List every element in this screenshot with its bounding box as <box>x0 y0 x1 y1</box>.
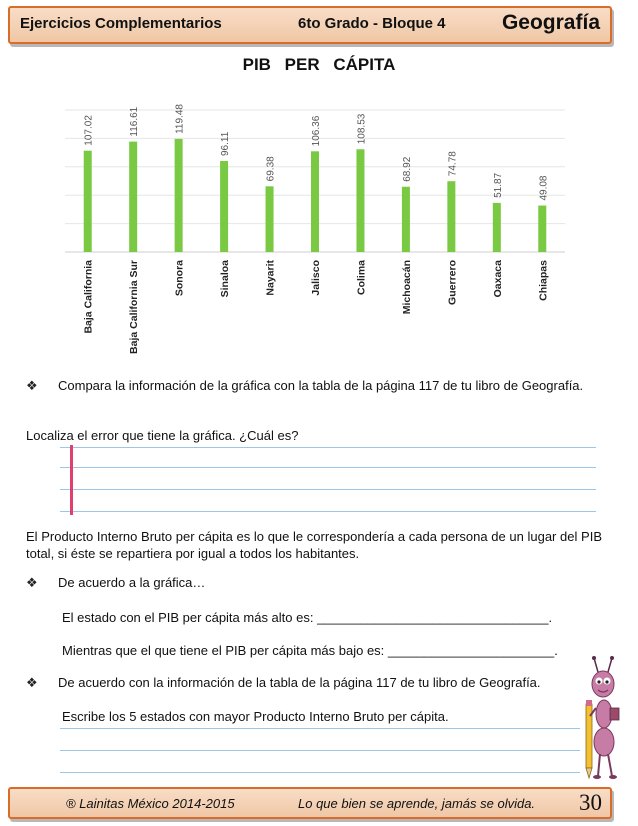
activity1-prompt: Localiza el error que tiene la gráfica. ¿Cuál es? <box>26 428 299 443</box>
answer-rule <box>60 750 580 751</box>
diamond-bullet-icon: ❖ <box>26 675 38 690</box>
header-left-title: Ejercicios Complementarios <box>20 15 222 32</box>
bar <box>84 151 92 252</box>
page-number: 30 <box>579 790 602 815</box>
category-label: Chiapas <box>537 260 550 301</box>
data-label: 107.02 <box>83 115 95 146</box>
bar <box>538 206 546 252</box>
bar <box>311 151 319 252</box>
data-label: 106.36 <box>311 115 322 147</box>
answer-rule <box>60 467 596 468</box>
footer-copyright: ® Lainitas México 2014-2015 <box>66 796 235 811</box>
activity2-heading: De acuerdo a la gráfica… <box>58 575 206 590</box>
data-label: 69.38 <box>265 156 277 182</box>
bar <box>402 187 410 252</box>
activity3-instruction: Escribe los 5 estados con mayor Producto Interno Bruto per cápita. <box>62 709 449 724</box>
highest-gdp-question[interactable]: El estado con el PIB per cápita más alto es: ________________________________. <box>62 610 553 625</box>
lowest-gdp-question[interactable]: Mientras que el que tiene el PIB per cápita más bajo es: _______________________. <box>62 643 558 658</box>
category-label: Guerrero <box>446 260 459 305</box>
bar <box>356 149 364 252</box>
bar <box>175 139 183 252</box>
header-subject: Geografía <box>501 11 600 34</box>
category-label: Sinaloa <box>219 260 232 298</box>
page-footer <box>8 787 612 819</box>
ant-mascot-icon <box>574 656 624 782</box>
activity1-text: Compara la información de la gráfica con la tabla de la página 117 de tu libro de Geografía. <box>58 378 584 393</box>
category-label: Baja California <box>82 260 95 334</box>
answer-rule <box>60 728 580 729</box>
bar <box>220 161 228 252</box>
category-label: Colima <box>355 260 368 296</box>
definition-text: El Producto Interno Bruto per cápita es lo que le correspondería a cada persona de un lugar del PIB total, si éste se repartiera por igual a todos los habitantes. <box>26 529 602 561</box>
answer-rule <box>60 772 580 773</box>
bar <box>266 186 274 252</box>
data-label: 116.61 <box>129 106 141 137</box>
answer-lines-1[interactable] <box>60 445 596 515</box>
bar-chart <box>65 90 565 372</box>
data-label: 49.08 <box>538 175 550 201</box>
answer-rule <box>60 489 596 490</box>
bar <box>493 203 501 252</box>
footer-motto: Lo que bien se aprende, jamás se olvida. <box>298 796 536 811</box>
activity3-heading: De acuerdo con la información de la tabla de la página 117 de tu libro de Geografía. <box>58 675 541 690</box>
page-title: PIB PER CÁPITA <box>242 55 396 74</box>
margin-line <box>70 445 73 515</box>
data-label: 96.11 <box>220 131 232 157</box>
answer-rule <box>60 447 596 448</box>
bar <box>129 142 137 252</box>
category-label: Nayarit <box>264 260 277 296</box>
data-label: 74.78 <box>447 151 459 177</box>
category-label: Sonora <box>173 260 186 297</box>
data-label: 119.48 <box>174 104 186 134</box>
category-label: Jalisco <box>310 260 322 296</box>
data-label: 68.92 <box>401 156 413 182</box>
answer-rule <box>60 511 596 512</box>
category-label: Baja California Sur <box>128 260 141 354</box>
bar <box>447 181 455 252</box>
data-label: 108.53 <box>356 113 368 145</box>
page-header <box>8 6 612 44</box>
answer-lines-2[interactable] <box>60 724 580 776</box>
header-grade: 6to Grado - Bloque 4 <box>298 15 446 32</box>
diamond-bullet-icon: ❖ <box>26 575 38 590</box>
data-label: 51.87 <box>492 172 504 198</box>
category-label: Oaxaca <box>491 260 504 298</box>
category-label: Michoacán <box>400 260 413 315</box>
diamond-bullet-icon: ❖ <box>26 378 38 393</box>
